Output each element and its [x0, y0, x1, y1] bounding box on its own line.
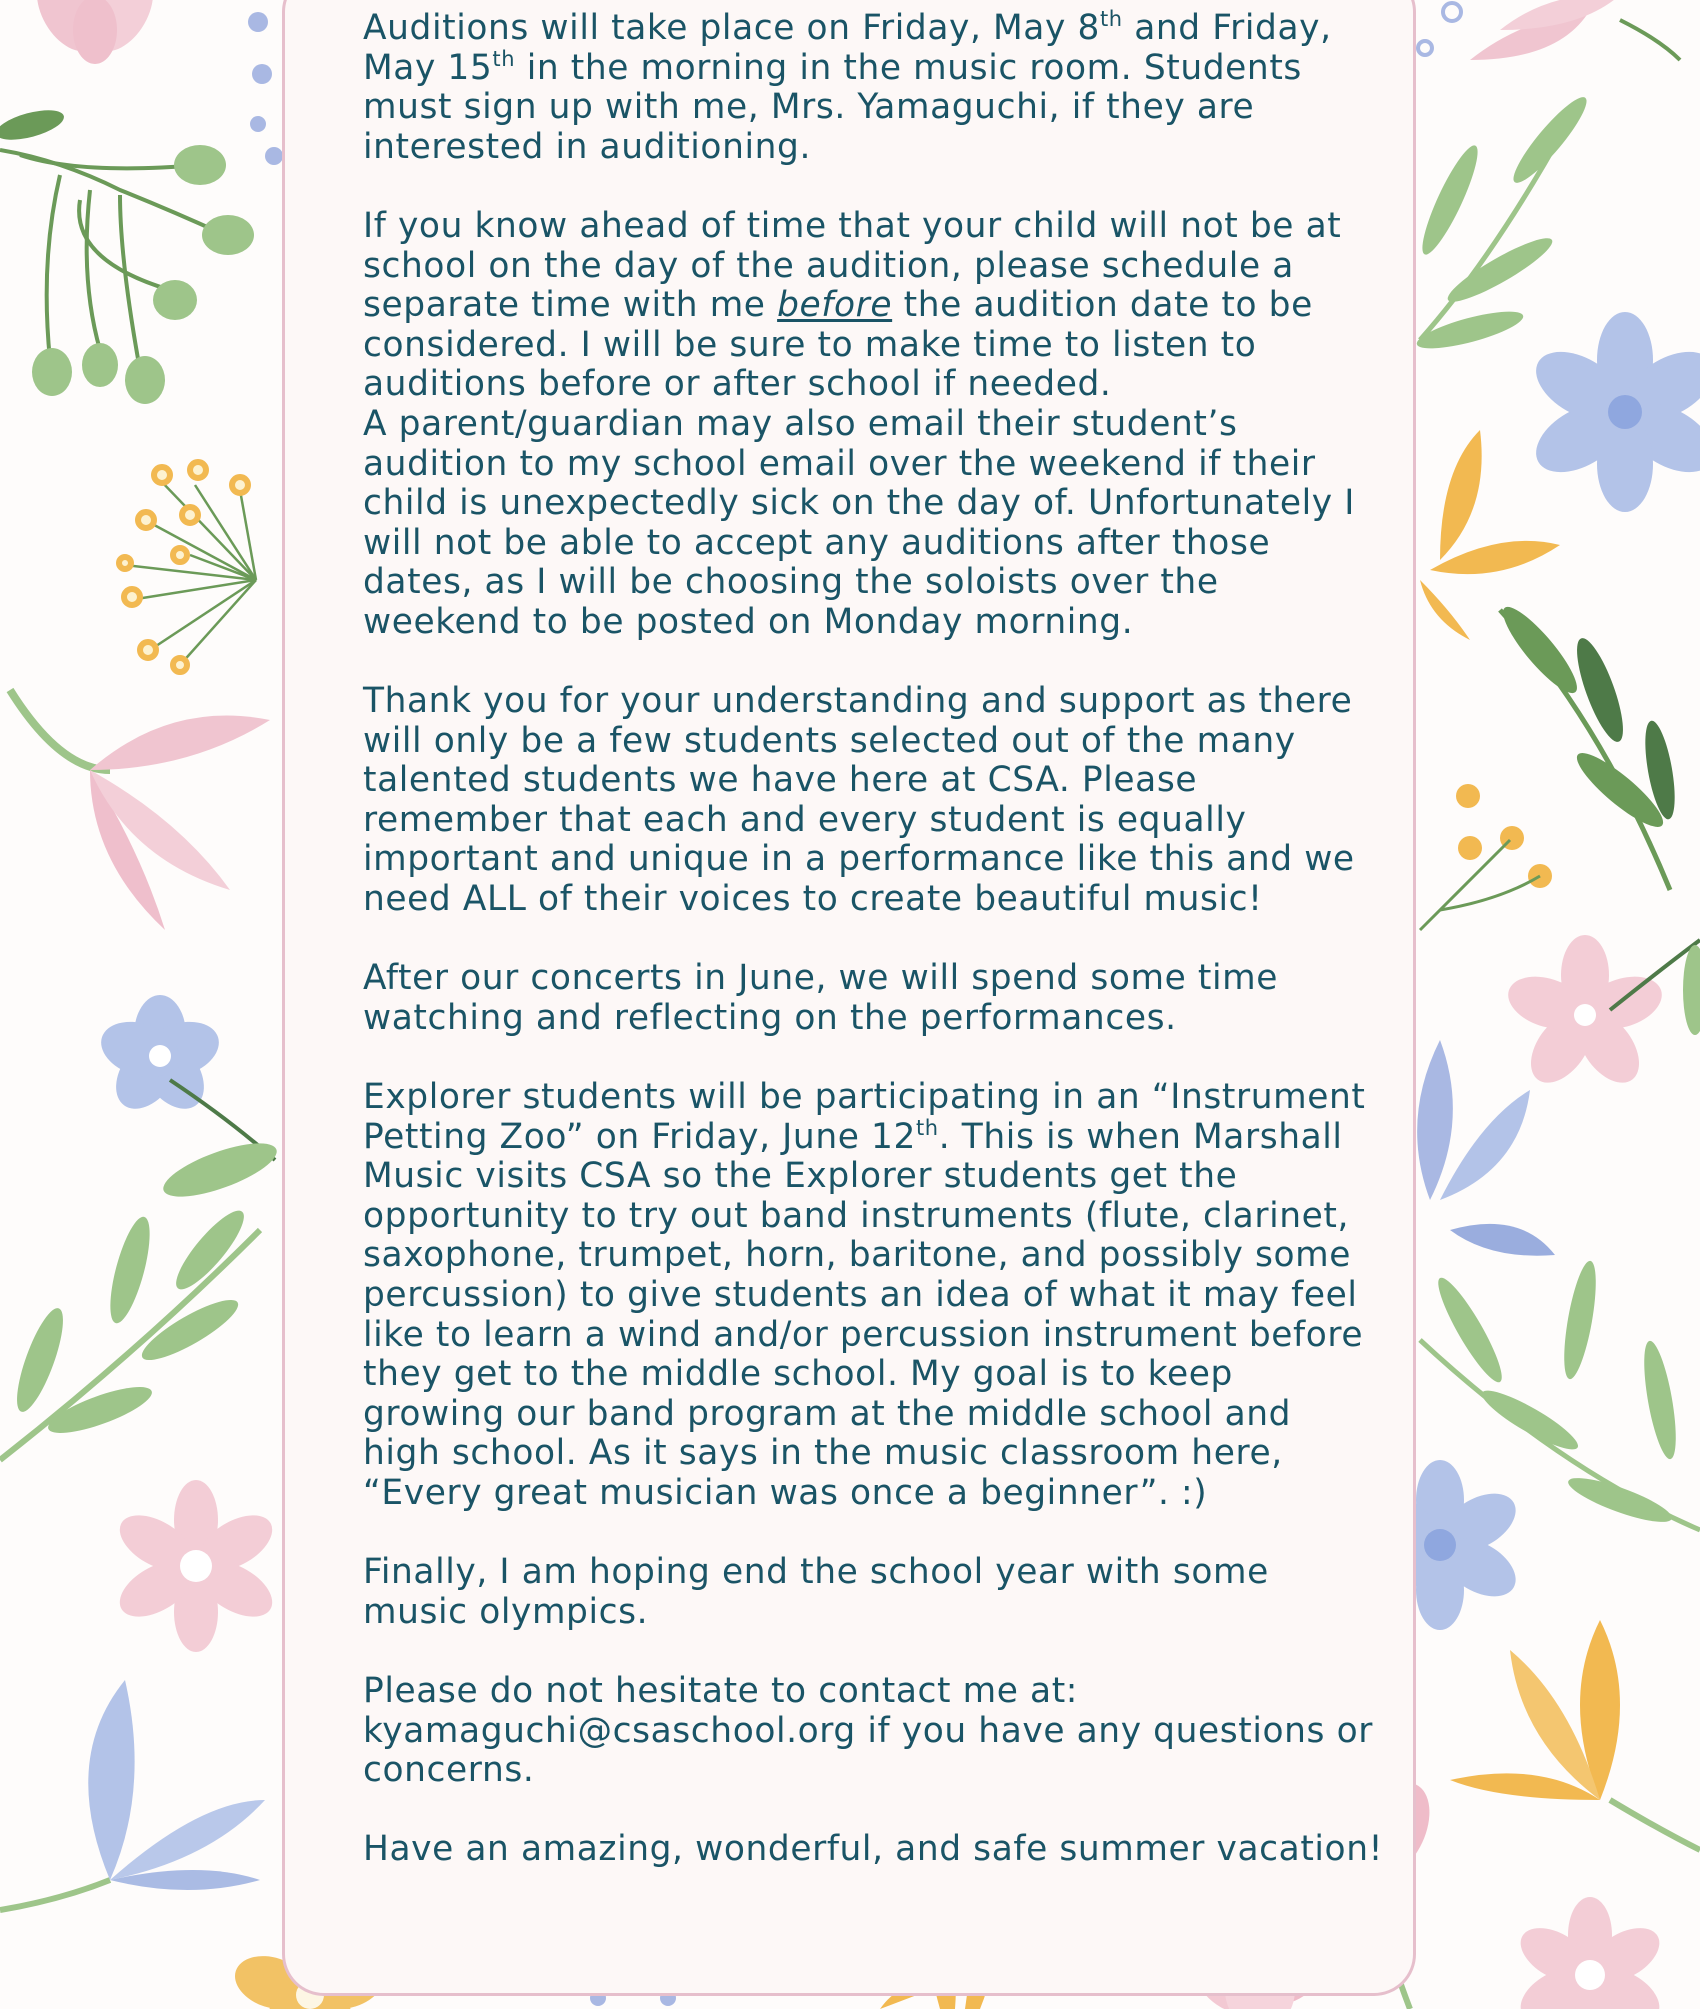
superscript: th — [492, 46, 516, 71]
paragraph-petting-zoo — [363, 1078, 1373, 1514]
superscript: th — [1099, 7, 1123, 31]
text-line: child is unexpectedly sick on the day of. Unfortunately I — [363, 483, 1355, 524]
text-line: Thank you for your understanding and support as there — [363, 681, 1353, 722]
text-line: growing our band program at the middle school and — [363, 1393, 1292, 1434]
green-branch-right-mid — [1494, 599, 1681, 890]
pink-flower-right — [1501, 935, 1700, 1094]
text-line — [363, 286, 1373, 326]
text-segment: the audition date to be — [892, 285, 1313, 326]
text-line: kyamaguchi@csaschool.org if you have any questions or — [363, 1710, 1373, 1751]
text-line: remember that each and every student is equally — [363, 799, 1247, 840]
text-line: concerns. — [363, 1750, 535, 1791]
text-line: like to learn a wind and/or percussion instrument before — [363, 1314, 1364, 1355]
yellow-lily-right-low — [1450, 1620, 1700, 1850]
text-segment: Auditions will take place on Friday, May 8 — [363, 8, 1100, 48]
pink-flower-top-left — [23, 0, 166, 64]
green-branch-left — [0, 1203, 260, 1460]
text-line — [363, 9, 1373, 49]
paragraph-absence — [363, 207, 1373, 405]
text-line: must sign up with me, Mrs. Yamaguchi, if they are — [363, 87, 1255, 128]
text-line: Please do not hesitate to contact me at: — [363, 1670, 1078, 1711]
text-segment: . This is when Marshall — [938, 1116, 1343, 1157]
text-line: will not be able to accept any auditions after those — [363, 522, 1271, 563]
text-line: After our concerts in June, we will spend some time — [363, 958, 1278, 999]
text-line: opportunity to try out band instruments (flute, clarinet, — [363, 1195, 1350, 1236]
text-line: will only be a few students selected out of the many — [363, 720, 1296, 761]
text-line: Finally, I am hoping end the school year with some — [363, 1552, 1269, 1593]
paragraph-concerts — [363, 959, 1373, 1038]
text-segment: May 15 — [363, 47, 493, 88]
paragraph-email-audition — [363, 405, 1373, 643]
paragraph-auditions — [363, 0, 1373, 167]
text-line: audition to my school email over the weekend if their — [363, 443, 1316, 484]
text-line: If you know ahead of time that your child will not be at — [363, 205, 1342, 246]
text-line: Music visits CSA so the Explorer students get the — [363, 1156, 1238, 1197]
paragraph-contact — [363, 1672, 1373, 1791]
text-segment: separate time with me — [363, 285, 778, 326]
text-line: auditions before or after school if needed. — [363, 364, 1112, 405]
text-line: interested in auditioning. — [363, 126, 811, 167]
text-line: talented students we have here at CSA. Please — [363, 760, 1198, 801]
paragraph-closing — [363, 1829, 1383, 1870]
text-line: considered. I will be sure to make time to listen to — [363, 324, 1257, 365]
text-line: school on the day of the audition, please schedule a — [363, 245, 1294, 286]
paragraph-thank-you — [363, 682, 1373, 920]
yellow-small-flowers-right — [1420, 784, 1552, 930]
text-line: music olympics. — [363, 1591, 649, 1632]
pink-daisy-left — [111, 1480, 282, 1652]
text-line: Explorer students will be participating in an “Instrument — [363, 1077, 1366, 1118]
blue-berries-top-left — [248, 12, 283, 165]
blue-lily-bottom-left — [0, 1680, 265, 1910]
text-line: they get to the middle school. My goal is to keep — [363, 1354, 1233, 1395]
green-branch-right-top — [1414, 90, 1595, 356]
text-segment: in the morning in the music room. Students — [515, 47, 1302, 88]
letter-body — [363, 0, 1383, 1910]
text-line: dates, as I will be choosing the soloists over the — [363, 562, 1219, 603]
text-line: A parent/guardian may also email their student’s — [363, 403, 1238, 444]
text-line: percussion) to give students an idea of what it may feel — [363, 1275, 1358, 1315]
pink-flower-top-right — [1418, 0, 1680, 60]
text-line: high school. As it says in the music classroom here, — [363, 1433, 1283, 1474]
pink-lily-left — [10, 690, 270, 930]
text-line — [363, 1115, 1373, 1158]
blue-flower-left — [94, 995, 283, 1207]
green-buds-left — [0, 104, 254, 404]
paragraph-olympics — [363, 1553, 1373, 1632]
superscript: th — [915, 1115, 939, 1140]
text-segment: Petting Zoo” on Friday, June 12 — [363, 1116, 916, 1157]
text-line: weekend to be posted on Monday morning. — [363, 601, 1134, 642]
text-line — [363, 46, 1373, 89]
text-line: need ALL of their voices to create beautiful music! — [363, 879, 1263, 920]
blue-flower-right — [1524, 312, 1700, 512]
pink-daisy-bottom-right — [1511, 1897, 1668, 2009]
text-line: saxophone, trumpet, horn, baritone, and possibly some — [363, 1235, 1352, 1276]
text-line: important and unique in a performance like this and we — [363, 839, 1355, 880]
text-segment: and Friday, — [1122, 8, 1332, 48]
text-line: Have an amazing, wonderful, and safe summer vacation! — [363, 1829, 1383, 1870]
text-line: “Every great musician was once a beginner”. :) — [363, 1472, 1208, 1513]
emphasized-word: before — [777, 285, 893, 326]
text-line: watching and reflecting on the performances. — [363, 997, 1177, 1038]
